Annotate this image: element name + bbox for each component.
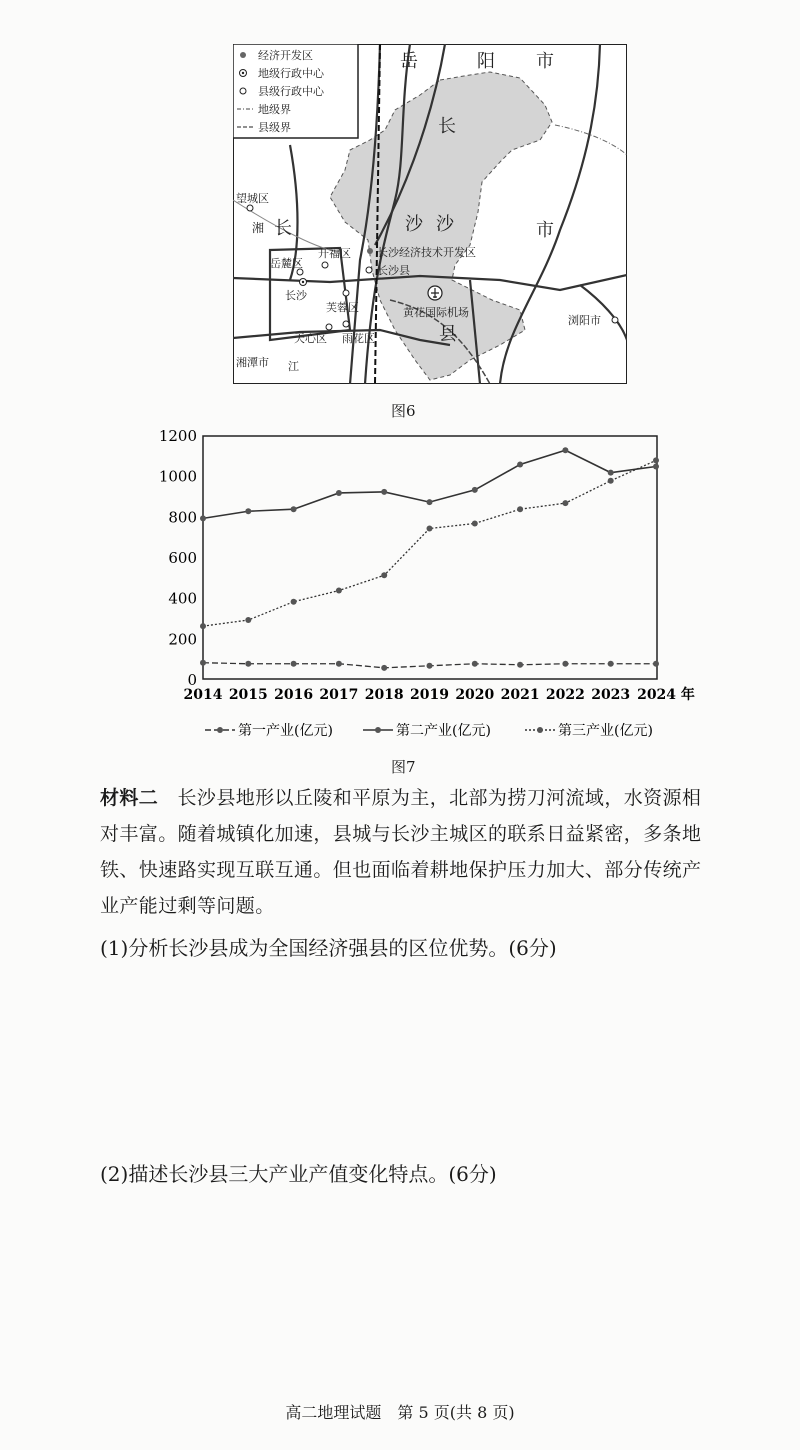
- data-point: [472, 487, 478, 493]
- label-shi-top: 市: [536, 51, 554, 72]
- map-legend: [233, 44, 358, 138]
- data-point: [608, 470, 614, 476]
- label-chang-right: 长: [438, 116, 456, 137]
- industry-output-chart: [150, 420, 710, 750]
- y-tick-label: 0: [187, 671, 197, 689]
- material-line-2: 对丰富。随着城镇化加速，县城与长沙主城区的联系日益紧密，多条地: [100, 823, 702, 845]
- label-xiang: 湘: [252, 221, 265, 235]
- y-tick-label: 200: [168, 630, 197, 649]
- label-sha-2: 沙: [436, 214, 454, 235]
- x-tick-label: 2018: [364, 687, 404, 703]
- label-sha-1: 沙: [405, 214, 423, 235]
- label-yuhua: 雨花区: [342, 332, 375, 345]
- data-point: [427, 526, 433, 532]
- data-point: [200, 623, 206, 629]
- data-point: [381, 489, 387, 495]
- legend-county-center: 县级行政中心: [258, 85, 324, 98]
- label-jiang: 江: [288, 360, 299, 373]
- material-line-1: 长沙县地形以丘陵和平原为主，北部为捞刀河流域，水资源相: [177, 787, 702, 809]
- label-airport: 黄花国际机场: [403, 306, 469, 319]
- x-tick-label: 2014: [183, 687, 223, 703]
- label-kaifu: 开福区: [318, 247, 351, 260]
- airport-icon: [428, 286, 442, 300]
- data-point: [517, 506, 523, 512]
- y-tick-label: 800: [168, 508, 197, 527]
- legend-label: 第二产业(亿元): [396, 723, 491, 739]
- legend-marker: [375, 727, 381, 733]
- y-tick-label: 400: [168, 589, 197, 608]
- y-tick-label: 1200: [158, 427, 197, 445]
- data-point: [653, 457, 659, 463]
- label-kaifaqu: 长沙经济技术开发区: [377, 246, 476, 259]
- data-point: [608, 478, 614, 484]
- x-tick-label: 2020: [455, 687, 495, 703]
- data-point: [336, 490, 342, 496]
- data-point: [517, 461, 523, 467]
- data-point: [608, 661, 614, 667]
- data-point: [245, 661, 251, 667]
- y-tick-label: 600: [168, 549, 197, 567]
- question-1: (1)分析长沙县成为全国经济强县的区位优势。(6分): [100, 936, 557, 960]
- legend-prefecture-boundary: 地级界: [258, 103, 291, 116]
- legend-economic-zone: 经济开发区: [258, 49, 313, 62]
- data-point: [336, 588, 342, 594]
- data-point: [472, 520, 478, 526]
- label-changshaxian: 长沙县: [377, 264, 410, 277]
- label-xiangtan: 湘潭市: [236, 356, 269, 369]
- y-tick-label: 1000: [158, 467, 197, 486]
- plot-frame: [203, 436, 657, 679]
- data-point: [517, 662, 523, 668]
- x-tick-label: 2023: [591, 687, 631, 703]
- material-line-3: 铁、快速路实现互联互通。但也面临着耕地保护压力加大、部分传统产: [100, 859, 702, 881]
- figure-6-caption: 图6: [391, 402, 416, 420]
- label-tianxin: 天心区: [294, 332, 327, 345]
- x-tick-label: 2024 年: [637, 687, 695, 703]
- label-chang-left: 长: [274, 218, 292, 239]
- data-point: [291, 506, 297, 512]
- label-yang: 阳: [477, 51, 495, 72]
- label-wangcheng: 望城区: [236, 192, 269, 205]
- data-point: [427, 499, 433, 505]
- label-yuelu: 岳麓区: [270, 257, 303, 270]
- data-point: [653, 464, 659, 470]
- x-tick-label: 2021: [500, 687, 540, 703]
- data-point: [562, 500, 568, 506]
- data-point: [562, 447, 568, 453]
- legend-marker: [537, 727, 543, 733]
- data-point: [381, 572, 387, 578]
- question-2: (2)描述长沙县三大产业产值变化特点。(6分): [100, 1162, 497, 1186]
- data-point: [245, 508, 251, 514]
- material-two: [100, 780, 760, 924]
- page-footer: 高二地理试题 第 5 页(共 8 页): [285, 1403, 515, 1422]
- data-point: [381, 665, 387, 671]
- legend-label: 第三产业(亿元): [558, 723, 653, 739]
- data-point: [336, 661, 342, 667]
- data-point: [200, 515, 206, 521]
- label-xian: 县: [439, 324, 457, 345]
- figure-7-caption: 图7: [391, 758, 416, 776]
- data-point: [427, 663, 433, 669]
- x-tick-label: 2015: [228, 687, 268, 703]
- x-tick-label: 2016: [274, 687, 314, 703]
- x-tick-label: 2022: [545, 687, 585, 703]
- data-point: [291, 661, 297, 667]
- data-point: [472, 661, 478, 667]
- changsha-map: [233, 44, 627, 384]
- label-shi-right: 市: [536, 220, 554, 241]
- label-yue: 岳: [400, 51, 418, 72]
- x-tick-label: 2019: [410, 687, 449, 703]
- legend-label: 第一产业(亿元): [238, 723, 333, 739]
- series-line-3: [203, 460, 656, 626]
- legend-prefecture-center: 地级行政中心: [258, 67, 324, 80]
- data-point: [245, 617, 251, 623]
- legend-marker: [217, 727, 223, 733]
- material-label: 材料二: [100, 787, 159, 809]
- x-tick-label: 2017: [319, 687, 359, 703]
- data-point: [562, 661, 568, 667]
- data-point: [653, 661, 659, 667]
- label-furong: 芙蓉区: [326, 301, 359, 314]
- series-line-2: [203, 450, 656, 518]
- legend-county-boundary: 县级界: [258, 121, 291, 134]
- material-line-4: 业产能过剩等问题。: [100, 895, 275, 917]
- label-liuyang: 浏阳市: [568, 314, 601, 327]
- data-point: [200, 660, 206, 666]
- label-changsha: 长沙: [285, 289, 307, 302]
- data-point: [291, 599, 297, 605]
